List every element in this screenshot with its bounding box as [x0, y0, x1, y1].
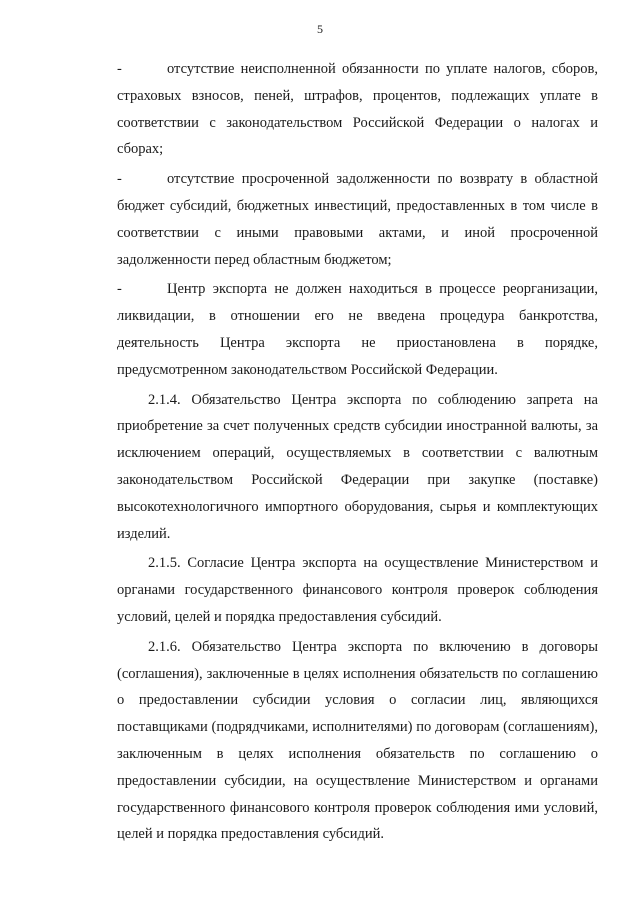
- clause-2-1-5: 2.1.5. Согласие Центра экспорта на осуществление Министерством и органами государственного финансового контроля проверок соблюдения условий, целей и порядка предоставления субсидий.: [117, 555, 598, 625]
- clause-2-1-6: 2.1.6. Обязательство Центра экспорта по включению в договоры (соглашения), заключенные в целях исполнения обязательств по соглашению о предоставлении субсидии условия о согласии лиц, являющихся поставщиками (подрядчиками, исполнителями) по договорам (соглашениям), заключенным в целях исполнения обязательств по соглашению о предоставлении субсидии, на осуществление Министерством и органами государственного финансового контроля проверок соблюдения ими условий, целей и порядка предоставления субсидий.: [117, 638, 598, 843]
- list-dash: -: [117, 61, 122, 77]
- list-item-no-overdue-debt: [117, 166, 598, 273]
- paragraph-text: отсутствие неисполненной обязанности по уплате налогов, сборов, страховых взносов, пеней, штрафов, процентов, подлежащих уплате в соответствии с законодательством Российской Федерации о налогах и сборах;: [117, 61, 598, 158]
- document-body: [117, 56, 598, 851]
- clause-2-1-4: 2.1.4. Обязательство Центра экспорта по соблюдению запрета на приобретение за счет полученных средств субсидии иностранной валюты, за исключением операций, осуществляемых в соответствии с валютным законодательством Российской Федерации при закупке (поставке) высокотехнологичного импортного оборудования, сырья и комплектующих изделий.: [117, 391, 598, 542]
- list-dash: -: [117, 281, 122, 298]
- page-number: 5: [317, 22, 323, 36]
- list-item-no-tax-debt: [117, 56, 598, 163]
- paragraph-text: Центр экспорта не должен находиться в процессе реорганизации, ликвидации, в отношении его не введена процедура банкротства, деятельность Центра экспорта не приостановлена в порядке, предусмотренном законодательством Российской Федерации.: [117, 281, 598, 378]
- list-dash: -: [117, 171, 122, 188]
- list-item-no-reorganization: [117, 276, 598, 383]
- paragraph-text: отсутствие просроченной задолженности по возврату в областной бюджет субсидий, бюджетных инвестиций, предоставленных в том числе в соответствии с иными правовыми актами, и иной просроченной задолженности перед областным бюджетом;: [117, 171, 598, 268]
